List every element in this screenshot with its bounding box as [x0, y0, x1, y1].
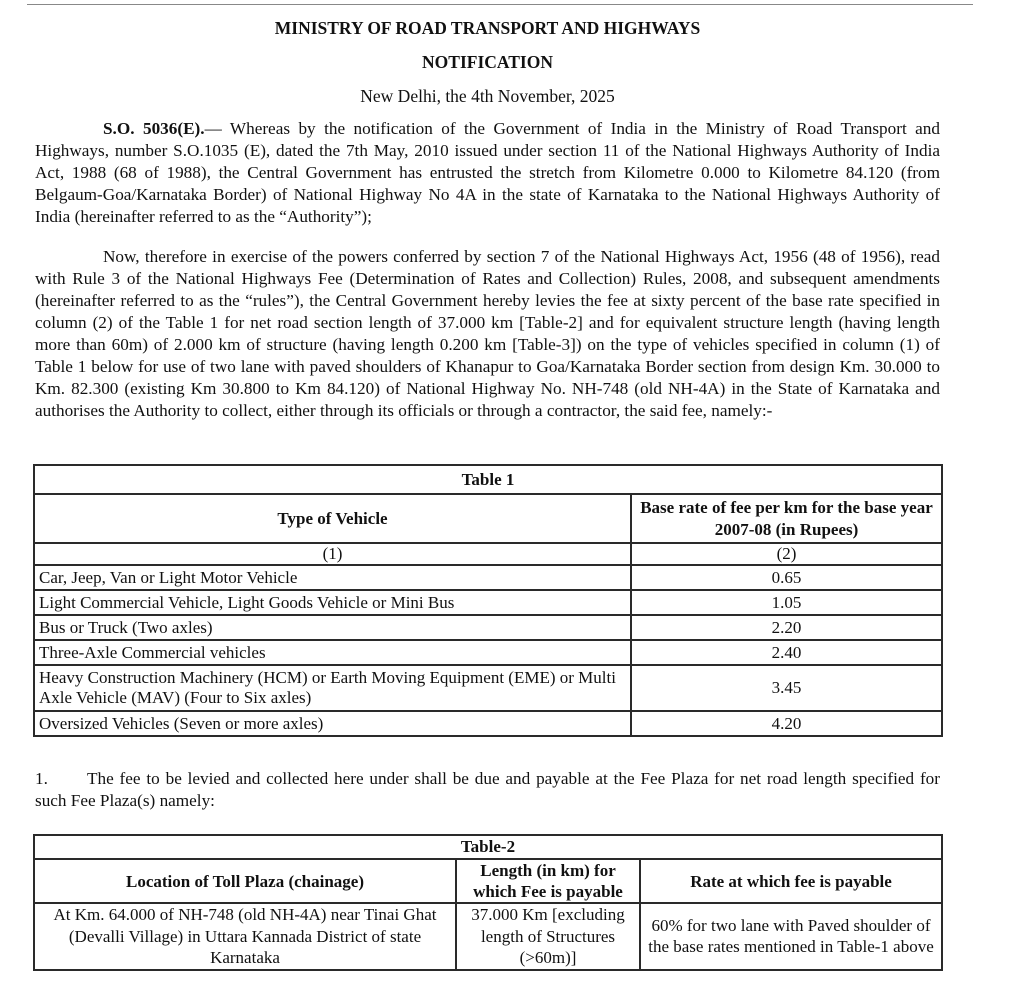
toll-plaza-location: At Km. 64.000 of NH-748 (old NH-4A) near Tinai Ghat (Devalli Village) in Uttara Kannada District of state Karnataka — [34, 903, 456, 970]
vehicle-type: Bus or Truck (Two axles) — [34, 615, 631, 640]
table-2-header-rate: Rate at which fee is payable — [640, 859, 942, 903]
fee-rate: 60% for two lane with Paved shoulder of the base rates mentioned in Table-1 above — [640, 903, 942, 970]
notification-heading: NOTIFICATION — [422, 52, 553, 72]
clause-1-text: The fee to be levied and collected here under shall be due and payable at the Fee Plaza for net road length specified for such Fee Plaza(s) namely: — [35, 769, 940, 810]
table-row — [34, 711, 942, 736]
base-rate: 2.40 — [631, 640, 942, 665]
base-rate: 0.65 — [631, 565, 942, 590]
table-2-caption: Table-2 — [34, 835, 942, 859]
base-rate: 2.20 — [631, 615, 942, 640]
table-1-caption: Table 1 — [34, 465, 942, 494]
table-row — [34, 903, 942, 970]
table-1-header-vehicle: Type of Vehicle — [34, 494, 631, 543]
levy-paragraph: Now, therefore in exercise of the powers conferred by section 7 of the National Highways Act, 1956 (48 of 1956), read with Rule 3 of the National Highways Fee (Determination of Rates and Collection) Rules, 2008, and subsequent amendments (hereinafter referred to as the “rules”), the Central Government hereby levies the fee at sixty percent of the base rate specified in column (2) of the Table 1 for net road section length of 37.000 km [Table-2] and for equivalent structure length (having length more than 60m) of 2.000 km of structure (having length 0.200 km [Table-3]) on the type of vehicles specified in column (1) of Table 1 below for use of two lane with paved shoulders of Khanapur to Goa/Karnataka Border section from design Km. 30.000 to Km. 82.300 (existing Km 30.800 to Km 84.120) of National Highway No. NH-748 (old NH-4A) in the State of Karnataka and authorises the Authority to collect, either through its officials or through a contractor, the said fee, namely:- — [35, 247, 940, 420]
table-1-colnum-1: (1) — [34, 543, 631, 565]
ministry-heading: MINISTRY OF ROAD TRANSPORT AND HIGHWAYS — [274, 18, 701, 38]
vehicle-type: Car, Jeep, Van or Light Motor Vehicle — [34, 565, 631, 590]
table-2-header-location: Location of Toll Plaza (chainage) — [34, 859, 456, 903]
clause-number: 1. — [35, 769, 48, 788]
base-rate: 3.45 — [631, 665, 942, 711]
table-row — [34, 665, 942, 711]
table-1-colnum-2: (2) — [631, 543, 942, 565]
place-date: New Delhi, the 4th November, 2025 — [360, 86, 615, 106]
fee-length: 37.000 Km [excluding length of Structures (>60m)] — [456, 903, 640, 970]
table-row — [34, 565, 942, 590]
table-1-vehicle-rates — [33, 464, 943, 737]
vehicle-type: Light Commercial Vehicle, Light Goods Vehicle or Mini Bus — [34, 590, 631, 615]
vehicle-type: Three-Axle Commercial vehicles — [34, 640, 631, 665]
vehicle-type: Heavy Construction Machinery (HCM) or Earth Moving Equipment (EME) or Multi Axle Vehicle (MAV) (Four to Six axles) — [34, 665, 631, 711]
table-2-toll-plaza — [33, 834, 943, 971]
table-row — [34, 615, 942, 640]
base-rate: 4.20 — [631, 711, 942, 736]
preamble-paragraph — [35, 118, 940, 228]
base-rate: 1.05 — [631, 590, 942, 615]
table-1-header-rate: Base rate of fee per km for the base year 2007-08 (in Rupees) — [631, 494, 942, 543]
clause-1-paragraph — [35, 768, 940, 812]
table-row — [34, 640, 942, 665]
so-number: S.O. 5036(E). — [103, 119, 205, 138]
preamble-text: — Whereas by the notification of the Government of India in the Ministry of Road Transport and Highways, number S.O.1035 (E), dated the 7th May, 2010 issued under section 11 of the National Highways Authority of India Act, 1988 (68 of 1988), the Central Government has entrusted the stretch from Kilometre 0.000 to Kilometre 84.120 (from Belgaum-Goa/Karnataka Border) of National Highway No 4A in the state of Karnataka to the National Highways Authority of India (hereinafter referred to as the “Authority”); — [35, 119, 940, 226]
top-divider — [27, 4, 973, 5]
table-row — [34, 590, 942, 615]
table-2-header-length: Length (in km) for which Fee is payable — [456, 859, 640, 903]
vehicle-type: Oversized Vehicles (Seven or more axles) — [34, 711, 631, 736]
